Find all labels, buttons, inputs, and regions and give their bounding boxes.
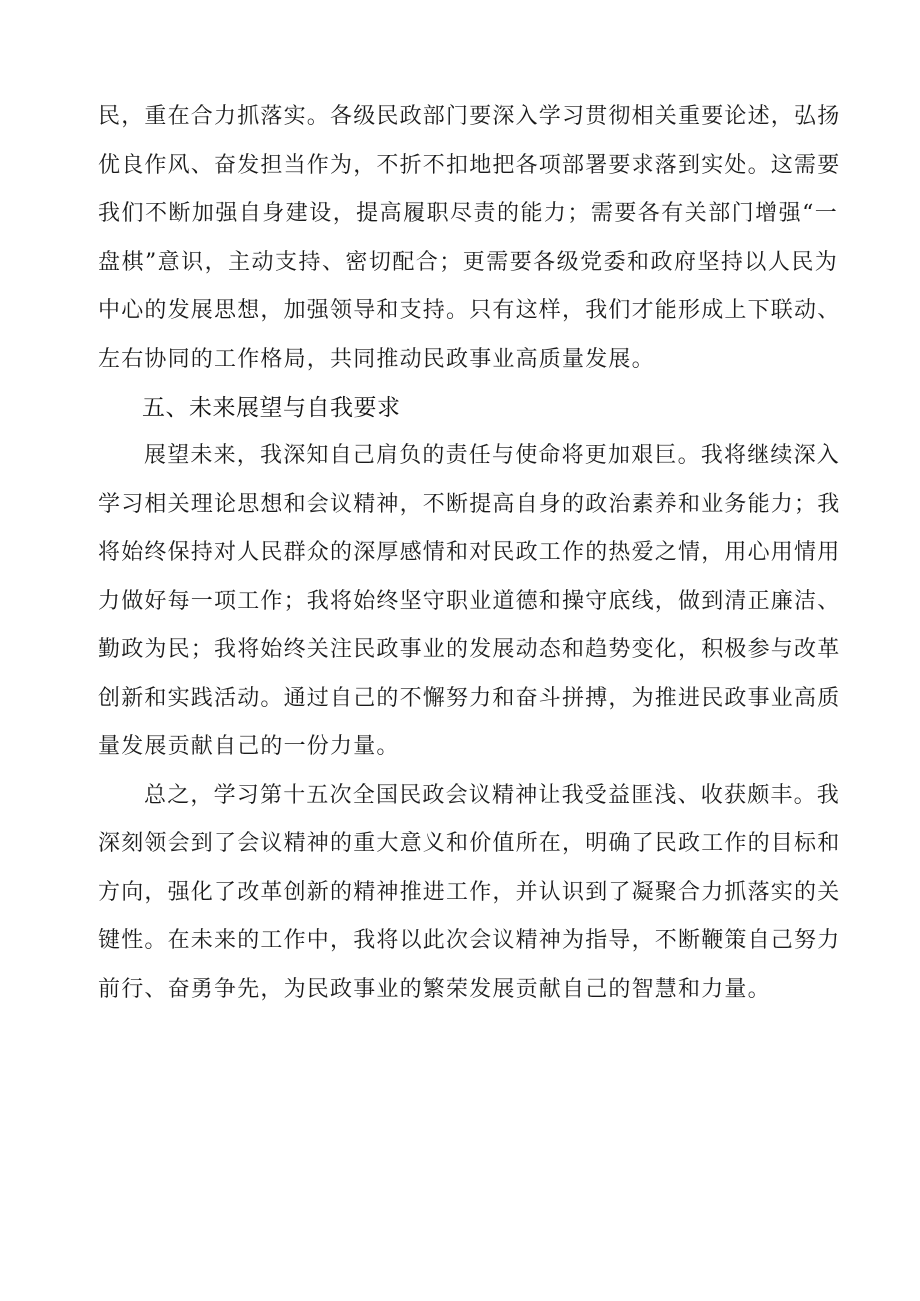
paragraph-line: 盘棋”意识，主动支持、密切配合；更需要各级党委和政府坚持以人民为 xyxy=(98,249,838,275)
paragraph-line: 民，重在合力抓落实。各级民政部门要深入学习贯彻相关重要论述，弘扬 xyxy=(98,104,841,129)
paragraph-line: 力做好每一项工作；我将始终坚守职业道德和操守底线，做到清正廉洁、 xyxy=(98,588,841,614)
paragraph-line: 方向，强化了改革创新的精神推进工作，并认识到了凝聚合力抓落实的关 xyxy=(98,879,841,905)
paragraph-line: 量发展贡献自己的一份力量。 xyxy=(98,734,400,759)
paragraph-line: 我们不断加强自身建设，提高履职尽责的能力；需要各有关部门增强“一 xyxy=(98,201,838,226)
paragraph-line: 键性。在未来的工作中，我将以此次会议精神为指导，不断鞭策自己努力 xyxy=(98,928,841,953)
paragraph-line: 将始终保持对人民群众的深厚感情和对民政工作的热爱之情，用心用情用 xyxy=(98,540,841,565)
paragraph-line: 总之，学习第十五次全国民政会议精神让我受益匪浅、收获颇丰。我 xyxy=(144,782,841,808)
paragraph-line: 前行、奋勇争先，为民政事业的繁荣发展贡献自己的智慧和力量。 xyxy=(98,976,771,1002)
paragraph-1 xyxy=(98,93,841,384)
paragraph-line: 勤政为民；我将始终关注民政事业的发展动态和趋势变化，积极参与改革 xyxy=(98,637,841,662)
paragraph-3 xyxy=(98,772,841,1015)
paragraph-line: 创新和实践活动。通过自己的不懈努力和奋斗拼搏，为推进民政事业高质 xyxy=(98,685,841,711)
paragraph-line: 左右协同的工作格局，共同推动民政事业高质量发展。 xyxy=(98,346,655,372)
paragraph-line: 学习相关理论思想和会议精神，不断提高自身的政治素养和业务能力；我 xyxy=(98,491,841,517)
document-body xyxy=(98,93,841,1014)
paragraph-line: 中心的发展思想，加强领导和支持。只有这样，我们才能形成上下联动、 xyxy=(98,298,841,323)
section-heading: 五、未来展望与自我要求 xyxy=(142,395,401,421)
paragraph-line: 优良作风、奋发担当作为，不折不扣地把各项部署要求落到实处。这需要 xyxy=(98,152,841,178)
paragraph-2 xyxy=(98,432,841,772)
paragraph-line: 深刻领会到了会议精神的重大意义和价值所在，明确了民政工作的目标和 xyxy=(98,831,841,856)
paragraph-line: 展望未来，我深知自己肩负的责任与使命将更加艰巨。我将继续深入 xyxy=(144,443,841,468)
